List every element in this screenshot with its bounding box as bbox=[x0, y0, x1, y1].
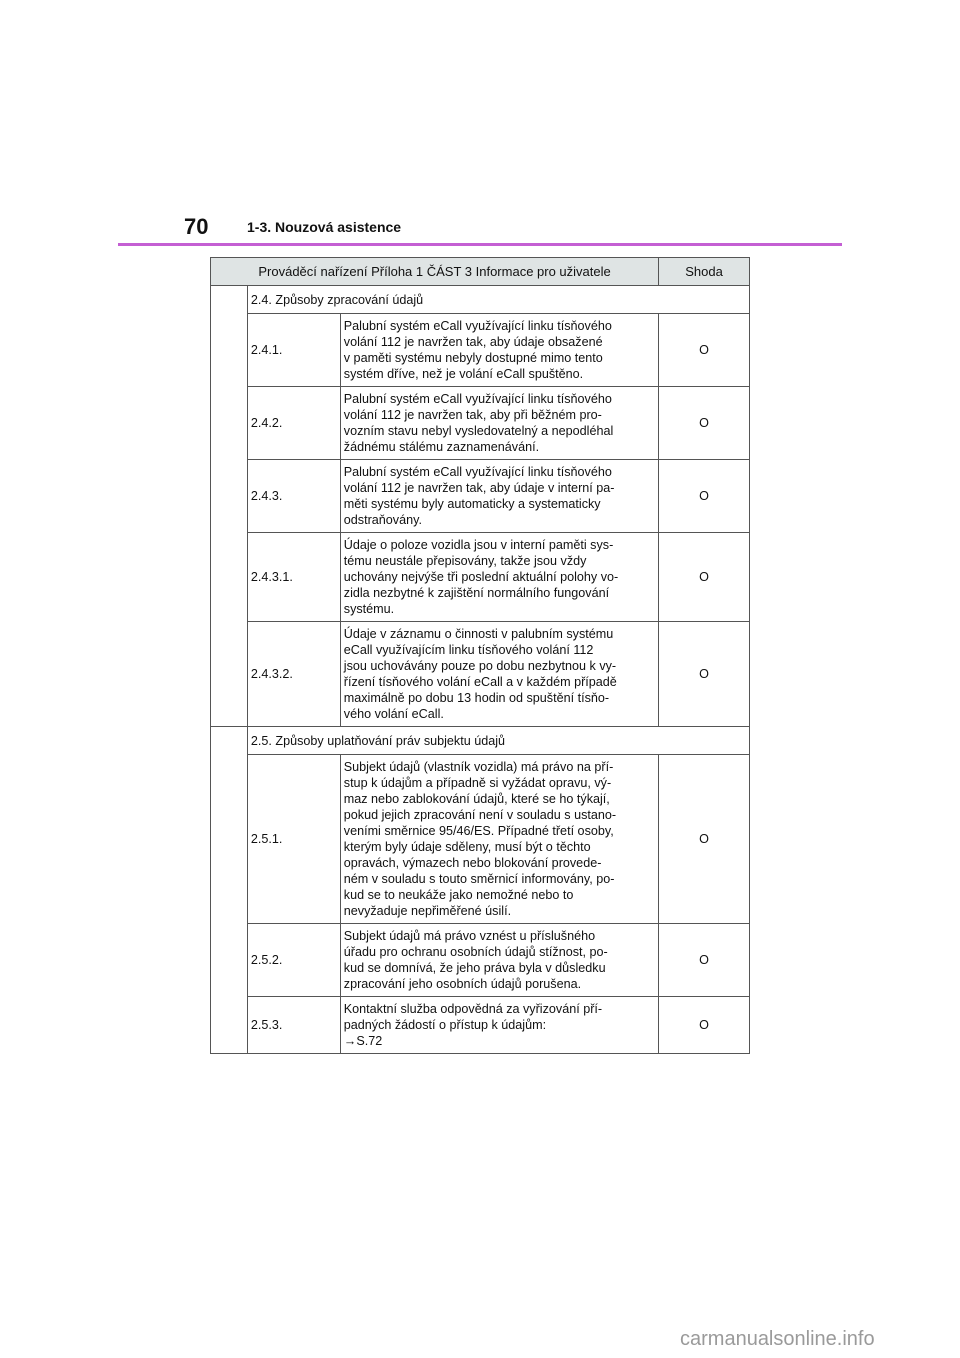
row-number: 2.4.3. bbox=[247, 460, 340, 533]
text-line: maz nebo zablokování údajů, které se ho týkají, bbox=[343, 792, 610, 806]
section-title: 2.4. Způsoby zpracování údajů bbox=[247, 286, 749, 314]
indent-cell bbox=[211, 286, 248, 727]
page-number: 70 bbox=[184, 214, 209, 239]
row-number: 2.4.3.1. bbox=[247, 533, 340, 622]
header-divider bbox=[118, 243, 842, 246]
compliance-table bbox=[210, 257, 750, 1054]
text-line: úřadu pro ochranu osobních údajů stížnost, po- bbox=[343, 945, 608, 959]
section-title: 2.5. Způsoby uplatňování práv subjektu údajů bbox=[247, 727, 749, 755]
text-line: tému neustále přepisovány, takže jsou vždy bbox=[343, 554, 587, 568]
text-line: jsou uchovávány pouze po dobu nezbytnou k vy- bbox=[343, 659, 617, 673]
text-line: řízení tísňového volání eCall a v každém případě bbox=[343, 675, 617, 689]
text-line: padných žádostí o přístup k údajům: bbox=[343, 1018, 547, 1032]
row-shoda: O bbox=[659, 533, 750, 622]
text-line: opravách, výmazech nebo blokování provede- bbox=[343, 856, 602, 870]
row-text bbox=[340, 314, 658, 387]
table-row bbox=[211, 622, 750, 727]
row-number: 2.4.3.2. bbox=[247, 622, 340, 727]
table-row bbox=[211, 533, 750, 622]
row-text bbox=[340, 622, 658, 727]
text-line: žádnému stálému zaznamenávání. bbox=[343, 440, 540, 454]
text-line: volání 112 je navržen tak, aby údaje obsažené bbox=[343, 335, 603, 349]
text-line: kud se domnívá, že jeho práva byla v důsledku bbox=[343, 961, 606, 975]
text-line: →S.72 bbox=[343, 1034, 383, 1048]
row-number: 2.5.1. bbox=[247, 755, 340, 924]
indent-cell bbox=[211, 727, 248, 1054]
text-line: veními směrnice 95/46/ES. Případné třetí osoby, bbox=[343, 824, 614, 838]
text-line: Subjekt údajů (vlastník vozidla) má právo na pří- bbox=[343, 760, 614, 774]
row-text bbox=[340, 924, 658, 997]
text-line: Údaje v záznamu o činnosti v palubním systému bbox=[343, 627, 614, 641]
text-line: uchovány nejvýše tři poslední aktuální polohy vo- bbox=[343, 570, 619, 584]
text-line: volání 112 je navržen tak, aby údaje v interní pa- bbox=[343, 481, 615, 495]
text-line: měti systému byly automaticky a systematicky bbox=[343, 497, 601, 511]
text-line: maximálně po dobu 13 hodin od spuštění tísňo- bbox=[343, 691, 610, 705]
table-row bbox=[211, 314, 750, 387]
text-line: v paměti systému nebyly dostupné mimo tento bbox=[343, 351, 603, 365]
table-row bbox=[211, 755, 750, 924]
row-text bbox=[340, 460, 658, 533]
row-number: 2.5.2. bbox=[247, 924, 340, 997]
text-line: Palubní systém eCall využívající linku tísňového bbox=[343, 319, 612, 333]
row-shoda: O bbox=[659, 997, 750, 1054]
row-shoda: O bbox=[659, 387, 750, 460]
text-line: vého volání eCall. bbox=[343, 707, 444, 721]
text-line: odstraňovány. bbox=[343, 513, 422, 527]
row-text bbox=[340, 997, 658, 1054]
text-line: kud se to neukáže jako nemožné nebo to bbox=[343, 888, 574, 902]
text-line: ném v souladu s touto směrnicí informovány, po- bbox=[343, 872, 615, 886]
text-line: Palubní systém eCall využívající linku tísňového bbox=[343, 465, 612, 479]
row-number: 2.4.2. bbox=[247, 387, 340, 460]
chapter-title: 1-3. Nouzová asistence bbox=[247, 219, 402, 235]
text-line: kterým byly údaje sděleny, musí být o těchto bbox=[343, 840, 591, 854]
text-line: vozním stavu nebyl vysledovatelný a nepodléhal bbox=[343, 424, 614, 438]
text-line: nevyžaduje nepřiměřené úsilí. bbox=[343, 904, 512, 918]
text-line: systém dříve, než je volání eCall spuštěno. bbox=[343, 367, 584, 381]
row-number: 2.5.3. bbox=[247, 997, 340, 1054]
row-text bbox=[340, 533, 658, 622]
text-line: volání 112 je navržen tak, aby při běžném pro- bbox=[343, 408, 602, 422]
row-shoda: O bbox=[659, 314, 750, 387]
table-row bbox=[211, 924, 750, 997]
row-number: 2.4.1. bbox=[247, 314, 340, 387]
row-shoda: O bbox=[659, 460, 750, 533]
row-text bbox=[340, 387, 658, 460]
row-shoda: O bbox=[659, 622, 750, 727]
text-line: zidla nezbytné k zajištění normálního fungování bbox=[343, 586, 610, 600]
text-line: zpracování jeho osobních údajů porušena. bbox=[343, 977, 582, 991]
table-row bbox=[211, 460, 750, 533]
text-line: Palubní systém eCall využívající linku tísňového bbox=[343, 392, 612, 406]
text-line: Údaje o poloze vozidla jsou v interní paměti sys- bbox=[343, 538, 614, 552]
text-line: stup k údajům a případně si vyžádat opravu, vý- bbox=[343, 776, 612, 790]
text-line: Kontaktní služba odpovědná za vyřizování pří- bbox=[343, 1002, 603, 1016]
row-shoda: O bbox=[659, 755, 750, 924]
row-shoda: O bbox=[659, 924, 750, 997]
text-line: eCall využívajícím linku tísňového volání 112 bbox=[343, 643, 594, 657]
text-line: systému. bbox=[343, 602, 395, 616]
row-text bbox=[340, 755, 658, 924]
column-header-text: Prováděcí nařízení Příloha 1 ČÁST 3 Informace pro uživatele bbox=[211, 258, 659, 286]
table-row bbox=[211, 997, 750, 1054]
table-row bbox=[211, 387, 750, 460]
text-line: Subjekt údajů má právo vznést u příslušného bbox=[343, 929, 596, 943]
watermark: carmanualsonline.info bbox=[680, 1328, 875, 1350]
column-header-shoda: Shoda bbox=[659, 258, 750, 286]
text-line: pokud jejich zpracování není v souladu s ustano- bbox=[343, 808, 617, 822]
